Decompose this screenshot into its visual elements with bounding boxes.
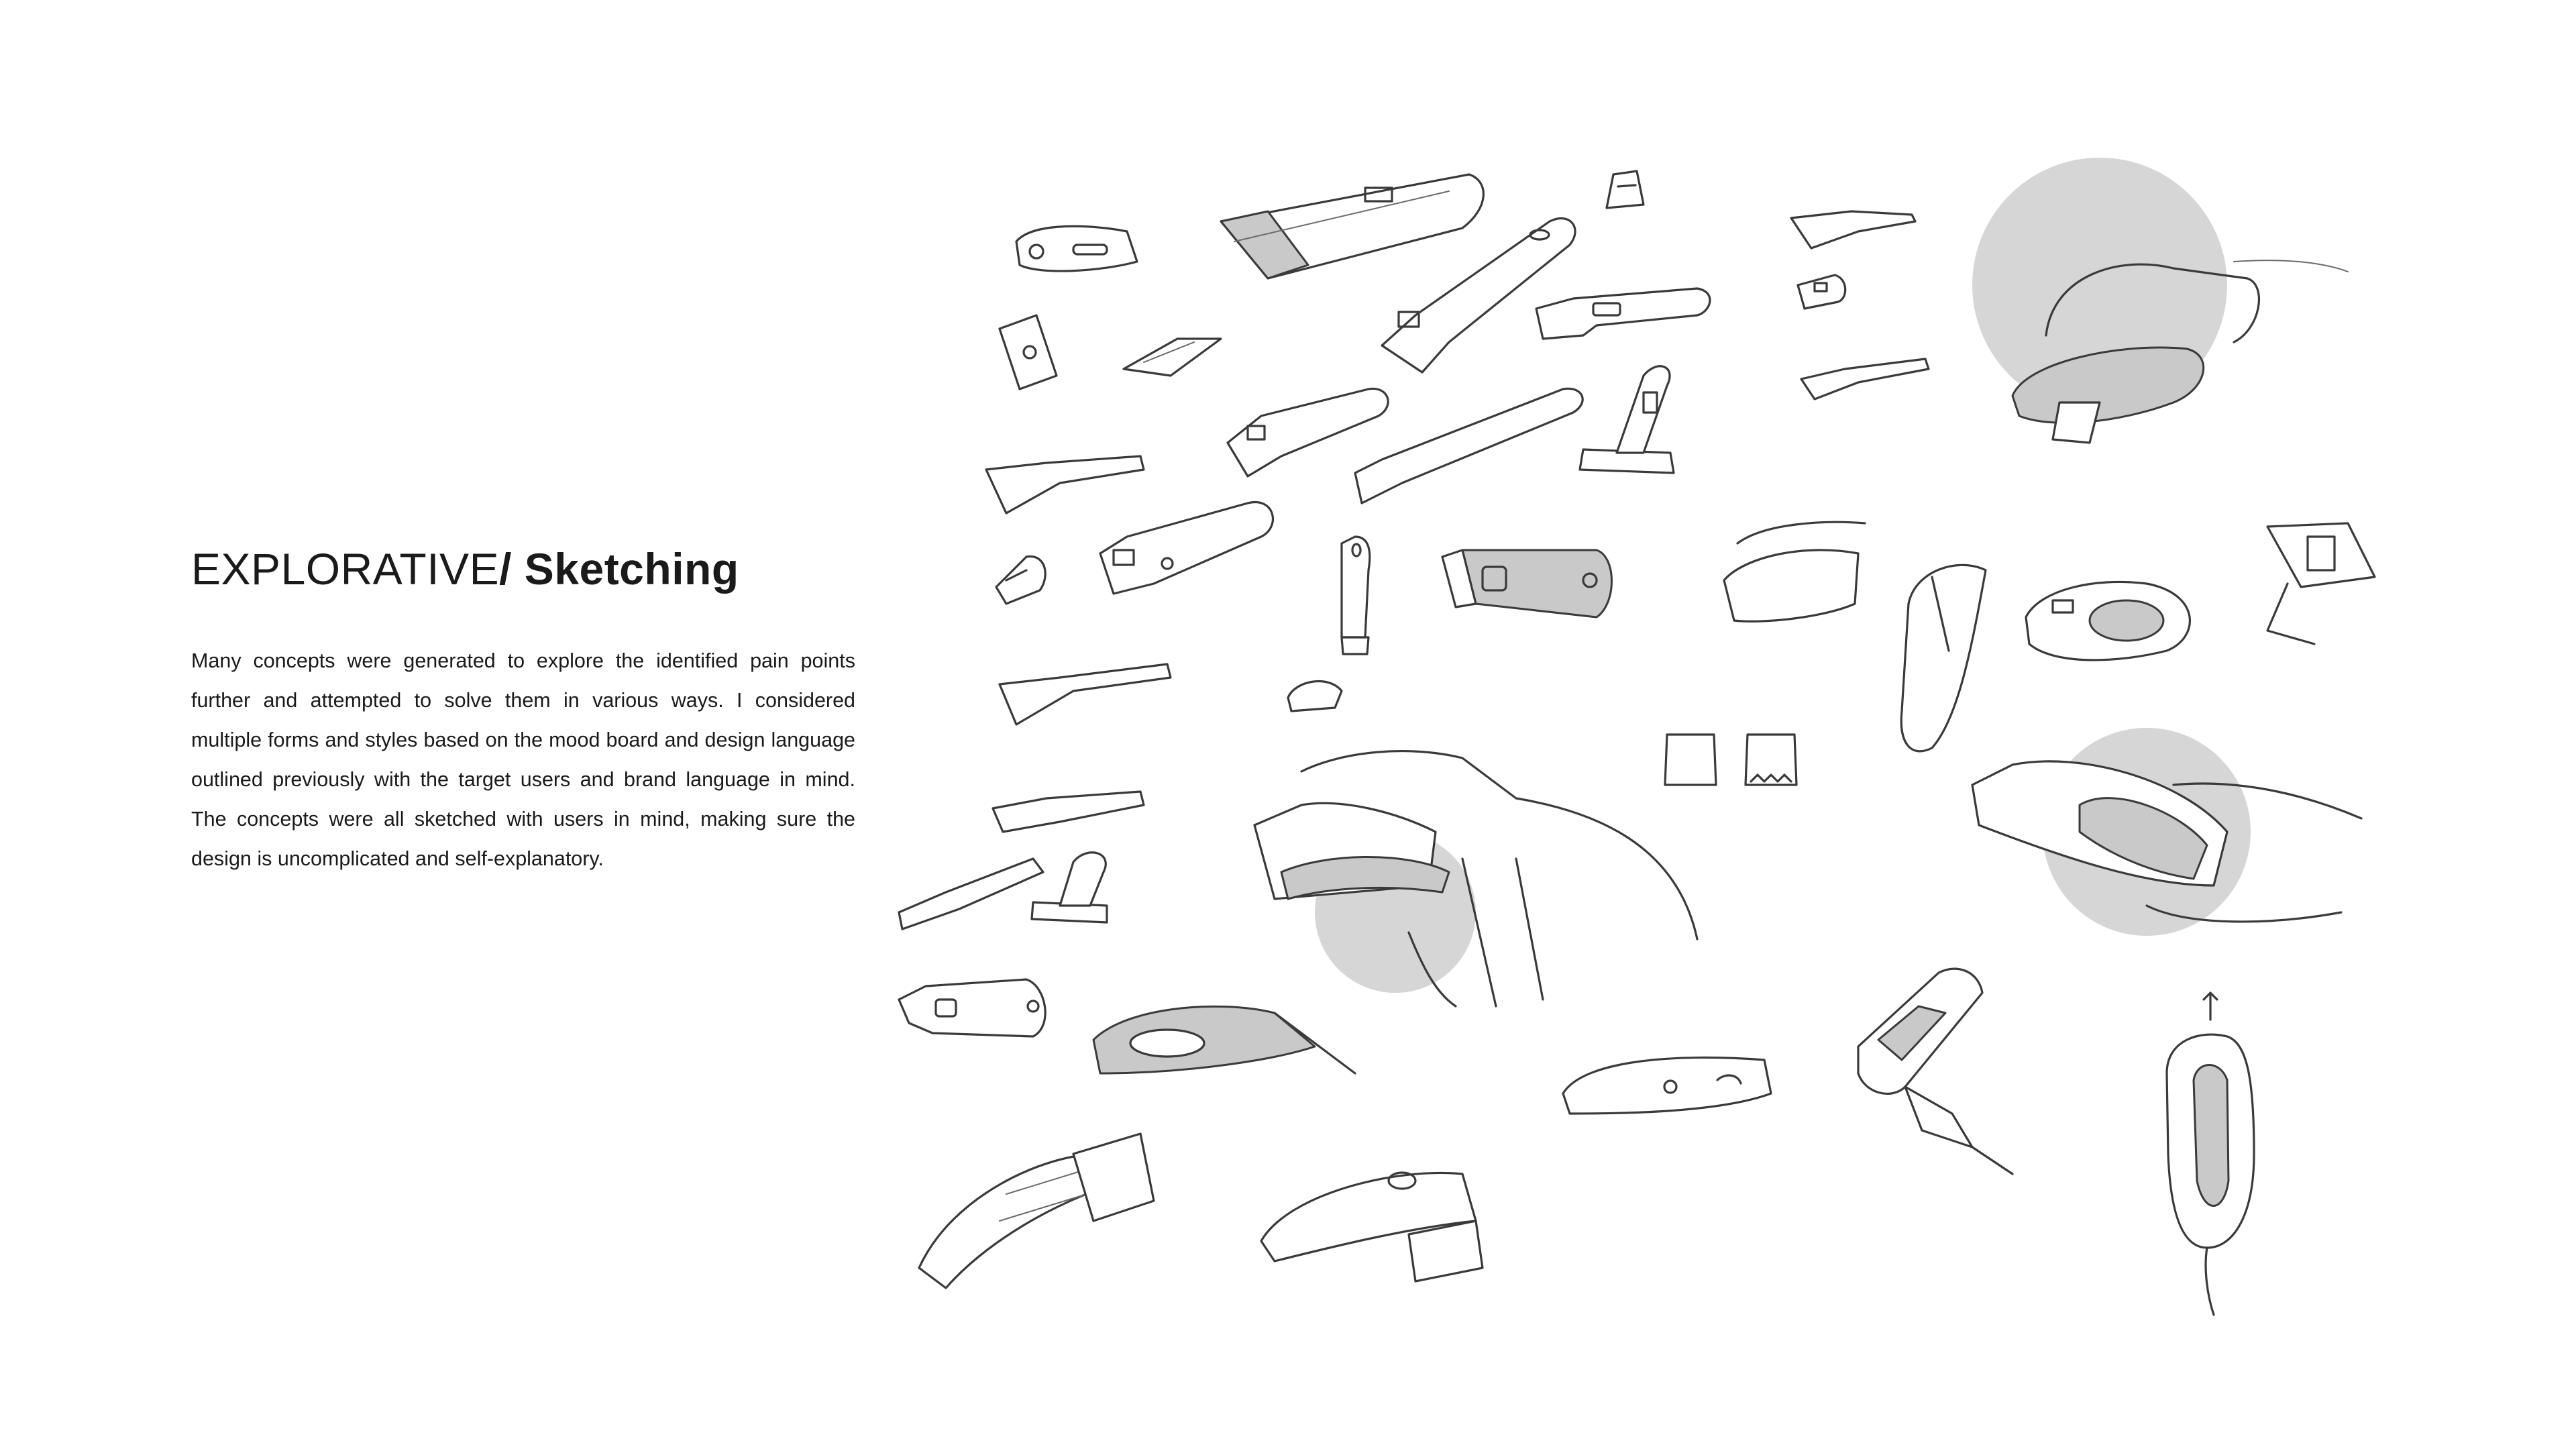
sketch-blade-holder-angled [1000, 315, 1057, 389]
sketch-arc-handle-shaded [1093, 1006, 1355, 1073]
sketch-paddle-scraper [1100, 502, 1273, 594]
sketch-blade-blocks [1665, 735, 1796, 785]
page-title [191, 543, 855, 594]
sketch-flat-blade [1124, 339, 1221, 376]
sketch-mini-scraper-lower [993, 792, 1144, 832]
sketch-scraper-wide-blade [1221, 174, 1483, 278]
sketch-paddle-scraper-lower [899, 979, 1045, 1036]
sketch-long-scraper-lower [899, 859, 1043, 929]
sketch-scraper-oval-grip [1016, 226, 1137, 271]
sketch-t-squeegee [1580, 366, 1674, 473]
sketch-rounded-device [1563, 1058, 1771, 1114]
sketch-collage-svg [872, 107, 2469, 1368]
sketch-angled-scraper-mid-left [1000, 664, 1171, 724]
sketch-slim-scraper-top [1791, 211, 1915, 248]
sketch-vertical-grip-tool [2167, 993, 2254, 1315]
sketch-curved-blade-holder [1901, 565, 1986, 751]
title-light: EXPLORATIVE [191, 544, 500, 594]
sketch-arc-scraper-open [1261, 1173, 1483, 1281]
sketch-small-fob-scraper [1798, 275, 1845, 309]
sketch-box-device-large [1858, 969, 2012, 1174]
sketch-mini-blade-top [1607, 171, 1644, 208]
sketch-vertical-scraper [1342, 537, 1370, 654]
sketch-angled-scraper-left [986, 456, 1144, 513]
sketch-ring-handle-concept [2026, 582, 2190, 659]
text-panel [191, 543, 855, 879]
sketch-grey-blade-card [1442, 550, 1612, 617]
sketch-curved-long-scraper [1355, 388, 1582, 503]
sketch-oval-tab [1288, 682, 1342, 711]
sketch-hand-holding-scraper-mid [1724, 522, 1865, 621]
sketch-compact-scraper-tiny [996, 557, 1045, 604]
sketch-arc-scraper-hatched [919, 1134, 1154, 1288]
sketch-t-scraper-b [1032, 853, 1107, 922]
description-paragraph: Many concepts were generated to explore the identified pain points further and attempted to solve them in various ways. I considered multiple forms and styles based on the mood board and design language outlined previously with the target users and brand language in mind. The concepts were all sketched with users in mind, making sure the design is uncomplicated and self-explanatory. [191, 649, 855, 870]
sketch-hand-grip-concept-center [1254, 751, 1697, 1006]
sketch-slim-scraper-right [1801, 359, 1929, 399]
sketch-folding-scraper [1536, 288, 1710, 339]
sketch-t-scraper-a [1228, 388, 1388, 476]
title-bold: / Sketching [499, 544, 739, 594]
sketch-collage [872, 107, 2469, 1368]
sketch-box-scraper-right [2267, 523, 2375, 644]
